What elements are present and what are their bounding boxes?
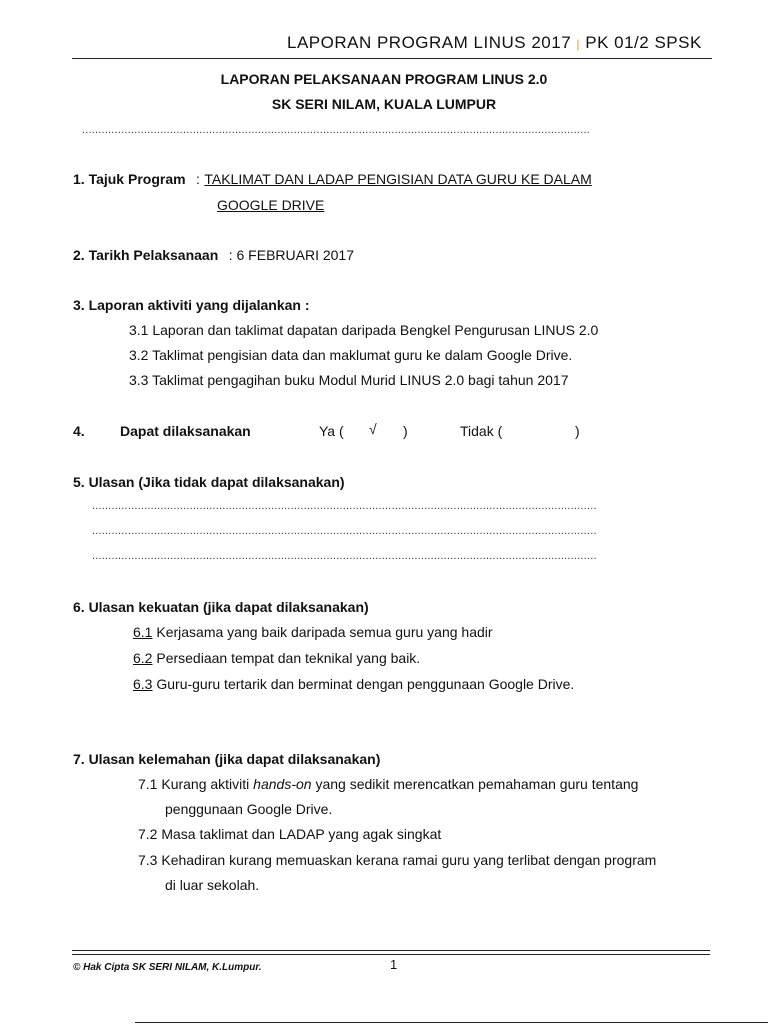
item-number: 6.2 bbox=[133, 650, 153, 666]
report-title: LAPORAN PELAKSANAAN PROGRAM LINUS 2.0 bbox=[220, 71, 548, 87]
section-1-colon: : bbox=[196, 171, 200, 187]
ulasan-dotted-line: ........................................................................................................................................................... bbox=[92, 525, 597, 537]
item-text: Guru-guru tertarik dan berminat dengan penggunaan Google Drive. bbox=[152, 676, 575, 692]
section-2-label: 2. Tarikh Pelaksanaan bbox=[73, 247, 219, 263]
header-rule bbox=[72, 58, 712, 59]
ya-option: Ya ( bbox=[319, 423, 344, 439]
section-3-item: 3.3 Taklimat pengagihan buku Modul Murid LINUS 2.0 bagi tahun 2017 bbox=[129, 372, 569, 388]
item-number: 6.3 bbox=[133, 676, 153, 692]
section-4-label: Dapat dilaksanakan bbox=[120, 423, 251, 439]
section-7-item-cont: penggunaan Google Drive. bbox=[165, 801, 333, 817]
section-7-item: 7.2 Masa taklimat dan LADAP yang agak singkat bbox=[138, 826, 442, 842]
section-4-number: 4. bbox=[73, 423, 85, 439]
section-7-label: 7. Ulasan kelemahan (jika dapat dilaksanakan) bbox=[73, 751, 381, 767]
ulasan-dotted-line: ........................................................................................................................................................... bbox=[92, 500, 597, 512]
section-1-label: 1. Tajuk Program bbox=[73, 171, 186, 187]
ulasan-dotted-line: ........................................................................................................................................................... bbox=[92, 550, 597, 562]
page-bottom-rule bbox=[135, 1022, 768, 1023]
item-number: 6.1 bbox=[133, 624, 153, 640]
section-1 bbox=[73, 171, 592, 189]
page-header bbox=[287, 33, 702, 53]
section-1-value: TAKLIMAT DAN LADAP PENGISIAN DATA GURU KE DALAM bbox=[204, 171, 592, 187]
section-7-item-cont: di luar sekolah. bbox=[165, 877, 260, 893]
tidak-option: Tidak ( bbox=[460, 423, 503, 439]
item-emphasis: hands-on bbox=[253, 776, 312, 792]
ya-tick: √ bbox=[369, 421, 377, 437]
section-2 bbox=[73, 247, 354, 265]
section-6-label: 6. Ulasan kekuatan (jika dapat dilaksanakan) bbox=[73, 599, 369, 615]
section-7-item: 7.3 Kehadiran kurang memuaskan kerana ramai guru yang terlibat dengan program bbox=[138, 852, 657, 868]
item-text: yang sedikit merencatkan pemahaman guru tentang bbox=[311, 776, 639, 792]
section-6-item bbox=[133, 650, 420, 666]
item-text: Kerjasama yang baik daripada semua guru yang hadir bbox=[152, 624, 493, 640]
section-3-item: 3.1 Laporan dan taklimat dapatan daripada Bengkel Pengurusan LINUS 2.0 bbox=[129, 322, 599, 338]
section-3-item: 3.2 Taklimat pengisian data dan maklumat guru ke dalam Google Drive. bbox=[129, 347, 573, 363]
page-number: 1 bbox=[390, 957, 398, 972]
footer-rule bbox=[72, 950, 710, 951]
section-5-label: 5. Ulasan (Jika tidak dapat dilaksanakan) bbox=[73, 474, 345, 490]
header-code: PK 01/2 SPSK bbox=[585, 33, 702, 52]
section-3-label: 3. Laporan aktiviti yang dijalankan : bbox=[73, 297, 310, 313]
item-text: Persediaan tempat dan teknikal yang baik. bbox=[152, 650, 421, 666]
section-7-item bbox=[138, 776, 638, 792]
tidak-option-close: ) bbox=[575, 423, 580, 439]
header-separator: | bbox=[576, 37, 581, 51]
section-1-value-line2: GOOGLE DRIVE bbox=[217, 197, 325, 213]
item-text: 7.1 Kurang aktiviti bbox=[138, 776, 254, 792]
footer-rule bbox=[72, 954, 710, 955]
school-name: SK SERI NILAM, KUALA LUMPUR bbox=[271, 96, 497, 112]
ya-option-close: ) bbox=[403, 423, 408, 439]
section-6-item bbox=[133, 676, 574, 692]
section-6-item bbox=[133, 624, 493, 640]
copyright-notice: © Hak Cipta SK SERI NILAM, K.Lumpur. bbox=[73, 962, 262, 973]
section-2-value: : 6 FEBRUARI 2017 bbox=[228, 247, 354, 263]
dots-separator: ............................................................................................................................................................ bbox=[82, 124, 590, 136]
header-title: LAPORAN PROGRAM LINUS 2017 bbox=[287, 33, 572, 52]
